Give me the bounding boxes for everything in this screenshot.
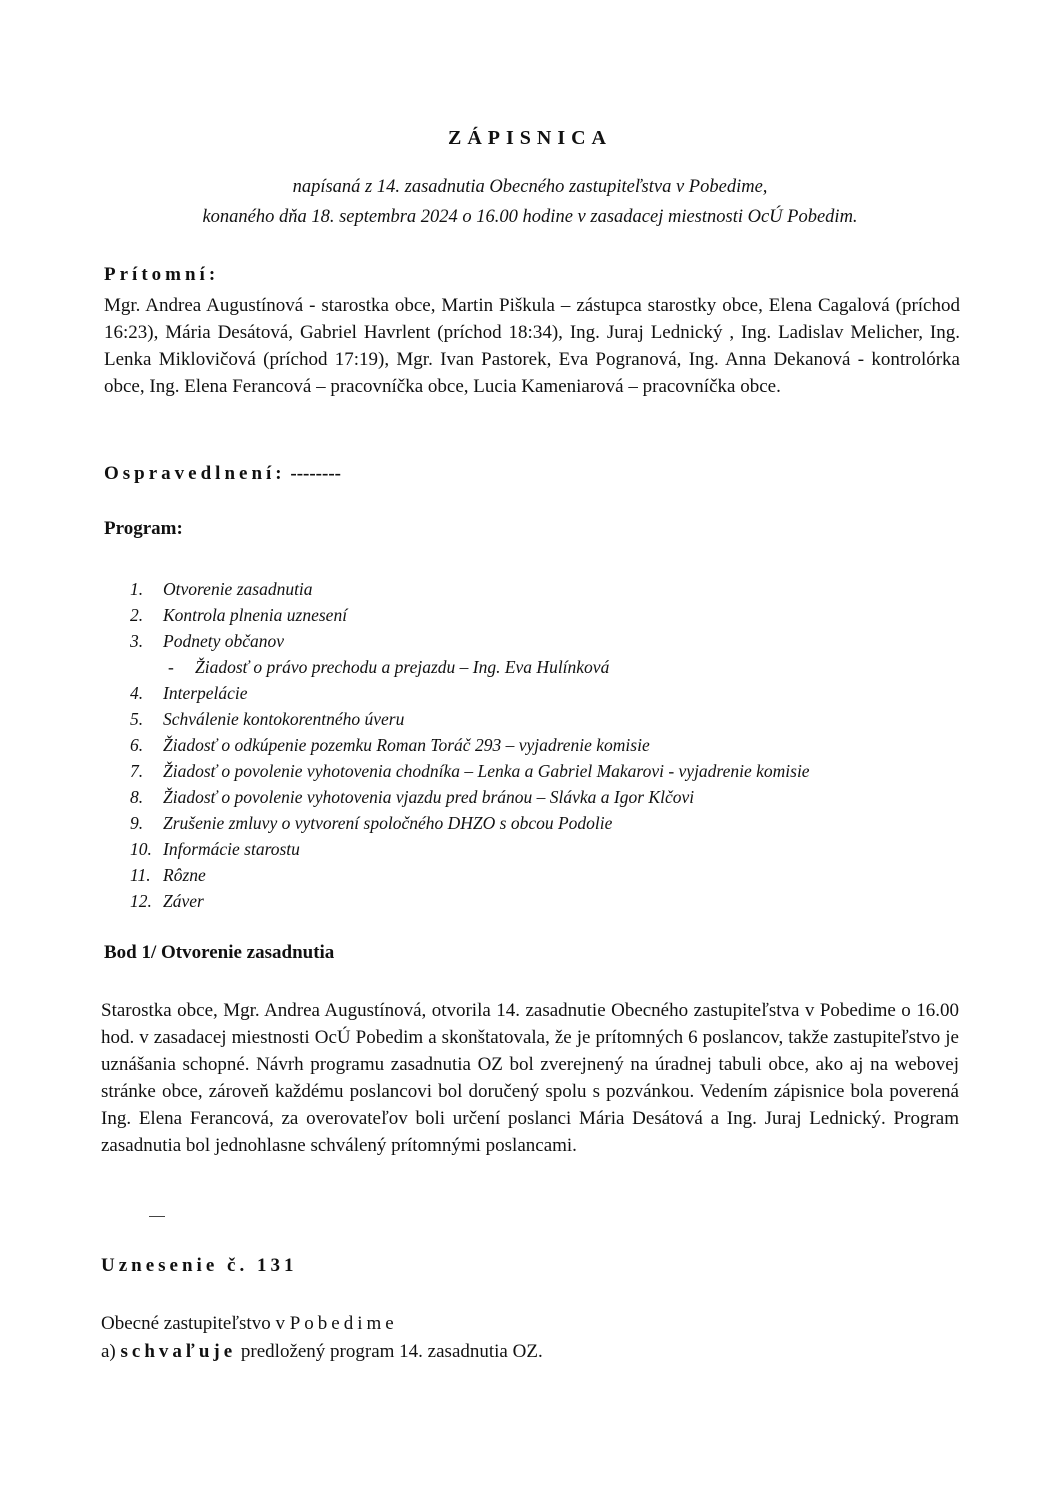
program-item-number: 12. bbox=[130, 891, 152, 911]
excused-value: -------- bbox=[290, 463, 341, 484]
program-item bbox=[130, 628, 950, 654]
program-item-text: Žiadosť o odkúpenie pozemku Roman Toráč 293 – vyjadrenie komisie bbox=[163, 735, 650, 755]
program-item-number: 4. bbox=[130, 683, 144, 703]
document-subtitle-line1: napísaná z 14. zasadnutia Obecného zastupiteľstva v Pobedime, bbox=[292, 177, 768, 197]
excused-heading: Ospravedlnení: bbox=[104, 463, 286, 484]
document-title: ZÁPISNICA bbox=[447, 127, 613, 149]
program-item bbox=[130, 836, 950, 862]
resolution-body-prefix: Obecné zastupiteľstvo v bbox=[101, 1313, 290, 1334]
program-item-text: Rôzne bbox=[163, 865, 206, 885]
program-item-text: Žiadosť o povolenie vyhotovenia chodníka – Lenka a Gabriel Makarovi - vyjadrenie komisie bbox=[163, 761, 810, 781]
program-item bbox=[130, 732, 950, 758]
program-item-number: 6. bbox=[130, 735, 144, 755]
program-item-text: Kontrola plnenia uznesení bbox=[163, 605, 348, 625]
program-item bbox=[130, 602, 950, 628]
program-subitem bbox=[130, 654, 950, 680]
program-item-number: 10. bbox=[130, 839, 152, 859]
program-item bbox=[130, 758, 950, 784]
resolution-body-place: Pobedime bbox=[289, 1313, 398, 1334]
resolution-item-text: predložený program 14. zasadnutia OZ. bbox=[236, 1341, 543, 1362]
resolution-body bbox=[101, 1313, 398, 1335]
program-item-text: Žiadosť o právo prechodu a prejazdu – Ing. Eva Hulínková bbox=[195, 657, 610, 677]
program-item-number: - bbox=[168, 657, 174, 677]
program-item bbox=[130, 888, 950, 914]
program-item-number: 3. bbox=[130, 631, 144, 651]
section1-heading: Bod 1/ Otvorenie zasadnutia bbox=[104, 942, 335, 963]
program-item-number: 11. bbox=[130, 865, 151, 885]
program-item-number: 7. bbox=[130, 761, 144, 781]
program-item bbox=[130, 680, 950, 706]
program-item-text: Otvorenie zasadnutia bbox=[163, 579, 313, 599]
stray-mark bbox=[149, 1216, 165, 1217]
program-item-text: Informácie starostu bbox=[163, 839, 300, 859]
section1-text: Starostka obce, Mgr. Andrea Augustínová, otvorila 14. zasadnutie Obecného zastupiteľstva v Pobedime o 16.00 hod. v zasadacej miestnosti OcÚ Pobedim a skonštatovala, že je prítomných 6 poslancov, takže zastupiteľstvo je uznášania schopné. Návrh programu zasadnutia OZ bol zverejnený na úradnej tabuli obce, ako aj na webovej stránke obce, zároveň každému poslancovi bol doručený spolu s pozvánkou. Vedením zápisnice bola poverená Ing. Elena Ferancová, za overovateľov boli určení poslanci Mária Desátová a Ing. Juraj Lednický. Program zasadnutia bol jednohlasne schválený prítomnými poslancami. bbox=[101, 1000, 959, 1156]
resolution-item-verb: schvaľuje bbox=[120, 1341, 237, 1362]
program-item-number: 8. bbox=[130, 787, 144, 807]
program-item bbox=[130, 810, 950, 836]
document-subtitle-line2: konaného dňa 18. septembra 2024 o 16.00 hodine v zasadacej miestnosti OcÚ Pobedim. bbox=[202, 207, 858, 227]
excused-line bbox=[104, 463, 341, 485]
resolution-item bbox=[101, 1341, 543, 1363]
program-heading: Program: bbox=[104, 518, 183, 539]
program-item-text: Interpelácie bbox=[163, 683, 248, 703]
program-item-text: Zrušenie zmluvy o vytvorení spoločného DHZO s obcou Podolie bbox=[163, 813, 613, 833]
program-item bbox=[130, 862, 950, 888]
resolution-heading: Uznesenie č. 131 bbox=[101, 1255, 298, 1276]
program-item-number: 5. bbox=[130, 709, 144, 729]
program-item-number: 1. bbox=[130, 579, 144, 599]
resolution-item-label: a) bbox=[101, 1341, 121, 1362]
program-item-text: Podnety občanov bbox=[163, 631, 284, 651]
program-item-number: 2. bbox=[130, 605, 144, 625]
program-item-number: 9. bbox=[130, 813, 144, 833]
program-item bbox=[130, 784, 950, 810]
program-item bbox=[130, 576, 950, 602]
program-item-text: Záver bbox=[163, 891, 204, 911]
program-item bbox=[130, 706, 950, 732]
program-item-text: Žiadosť o povolenie vyhotovenia vjazdu pred bránou – Slávka a Igor Klčovi bbox=[163, 787, 695, 807]
present-text: Mgr. Andrea Augustínová - starostka obce, Martin Piškula – zástupca starostky obce, Elena Cagalová (príchod 16:23), Mária Desátová, Gabriel Havrlent (príchod 18:34), Ing. Juraj Lednický , Ing. Ladislav Melicher, Ing. Lenka Miklovičová (príchod 17:19), Mgr. Ivan Pastorek, Eva Pogranová, Ing. Anna Dekanová - kontrolórka obce, Ing. Elena Ferancová – pracovníčka obce, Lucia Kameniarová – pracovníčka obce. bbox=[104, 295, 960, 397]
program-list bbox=[130, 576, 950, 914]
program-item-text: Schválenie kontokorentného úveru bbox=[163, 709, 405, 729]
present-heading: Prítomní: bbox=[104, 264, 220, 285]
